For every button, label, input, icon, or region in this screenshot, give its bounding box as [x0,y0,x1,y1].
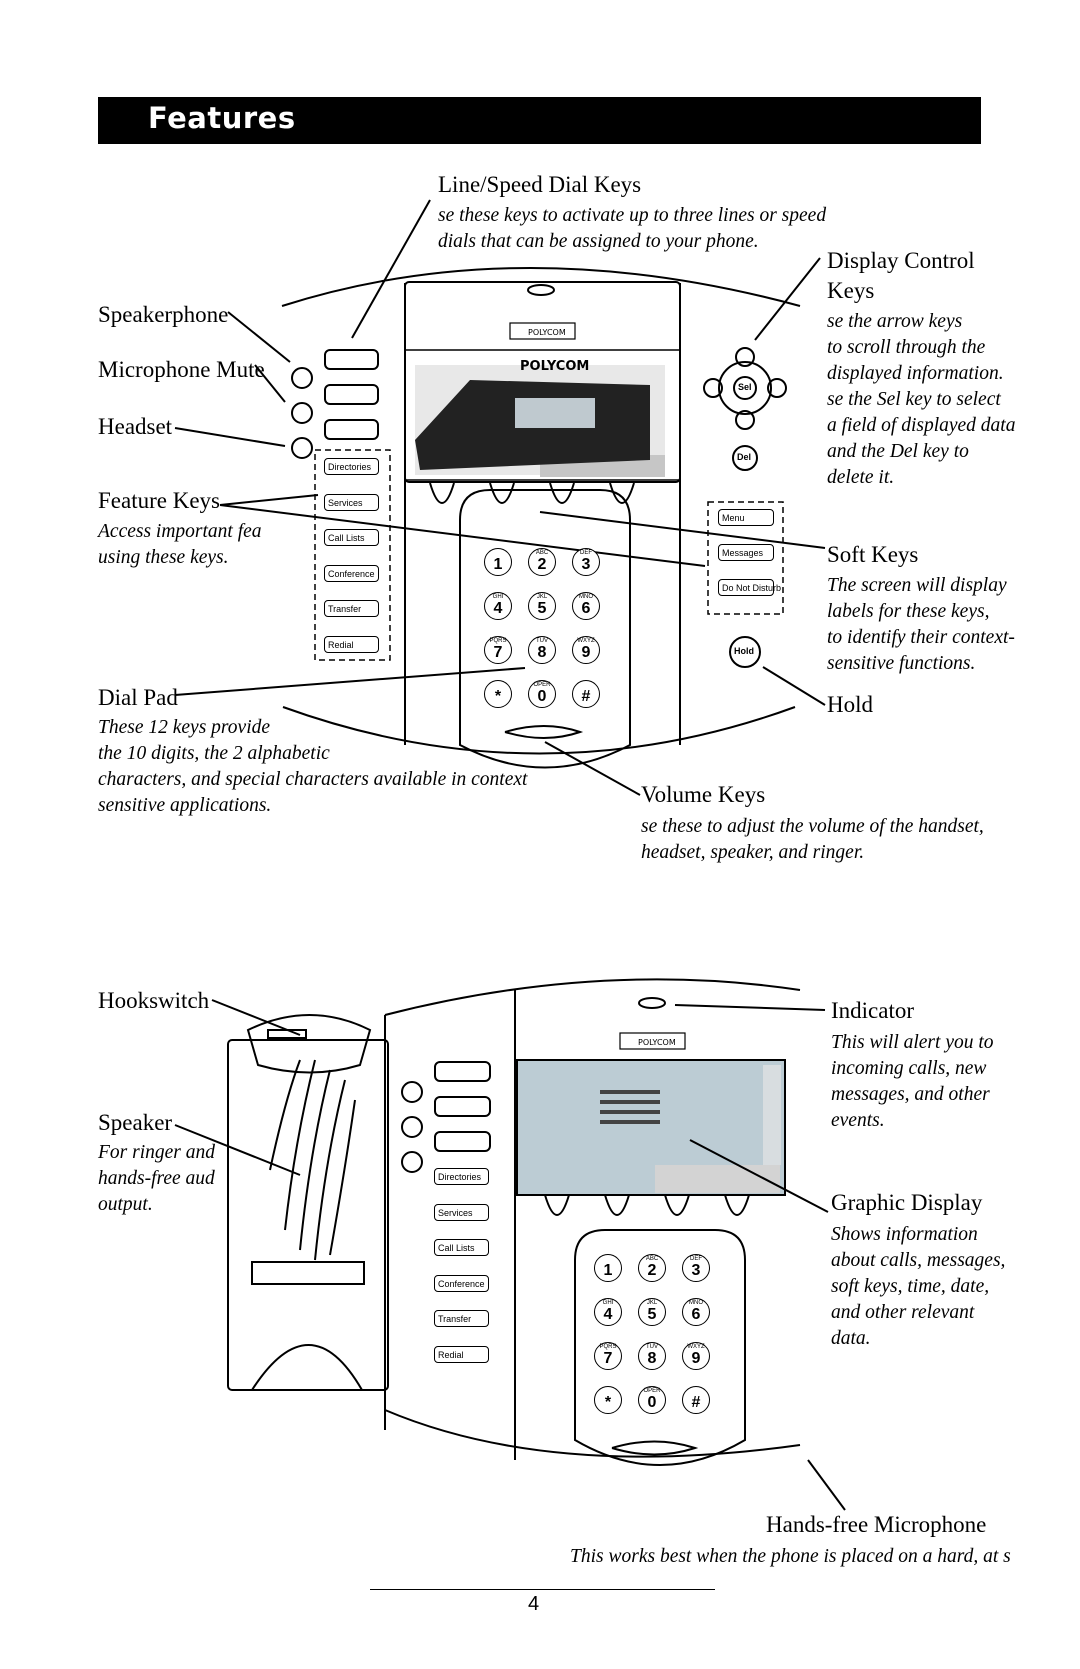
top-dial-key-6: MNO 6 [572,592,600,620]
sel-key-label: Sel [738,382,752,392]
handsfree-mic-desc: This works best when the phone is placed on a hard, at s [570,1546,1011,1567]
soft-keys-label: Soft Keys [827,542,919,567]
bottom-dial-key-4: GHI 4 [594,1298,622,1326]
feature-key-call-lists: Call Lists [324,529,379,546]
soft-key-messages: Messages [718,544,774,561]
top-dial-key-7: PQRS 7 [484,636,512,664]
bottom-dial-key-star: * [594,1386,622,1414]
speaker-desc: For ringer and hands-free aud output. [98,1142,215,1215]
microphone-mute-label: Microphone Mute [98,357,265,382]
graphic-display-desc: Shows information about calls, messages, soft keys, time, date, and other relevant data. [831,1224,1006,1349]
bottom-feature-key-redial: Redial [434,1346,489,1363]
line-speed-dial-label: Line/Speed Dial Keys [438,172,642,197]
line-speed-dial-desc: se these keys to activate up to three lines or speed dials that can be assigned to your phone. [438,205,827,252]
section-title: Features [148,101,296,135]
bottom-feature-key-directories: Directories [434,1168,489,1185]
feature-key-conference: Conference [324,565,379,582]
bottom-feature-key-conference: Conference [434,1275,489,1292]
top-dial-key-9: WXYZ 9 [572,636,600,664]
bottom-feature-key-services: Services [434,1204,489,1221]
bottom-dial-key-pound: # [682,1386,710,1414]
svg-text:POLYCOM: POLYCOM [638,1038,676,1047]
top-dial-key-star: * [484,680,512,708]
feature-key-transfer: Transfer [324,600,379,617]
feature-keys-desc: Access important fea using these keys. [98,521,262,568]
feature-keys-label: Feature Keys [98,488,220,513]
display-control-label-line1: Display Control [827,248,975,273]
page-footer-rule [370,1589,715,1590]
top-dial-key-pound: # [572,680,600,708]
bottom-dial-key-9: WXYZ 9 [682,1342,710,1370]
top-phone-outline [282,268,800,306]
speakerphone-label: Speakerphone [98,302,229,327]
mute-icon [292,403,312,423]
bottom-dial-key-7: PQRS 7 [594,1342,622,1370]
feature-key-redial: Redial [324,636,379,653]
screen-brand-text: POLYCOM [520,359,590,374]
volume-keys-label: Volume Keys [641,782,766,807]
bottom-dial-key-0: OPER 0 [638,1386,666,1414]
indicator-desc: This will alert you to incoming calls, new messages, and other events. [831,1032,994,1131]
bottom-dial-key-6: MNO 6 [682,1298,710,1326]
bottom-feature-key-transfer: Transfer [434,1310,489,1327]
display-control-label-line2: Keys [827,278,875,303]
top-dial-key-8: TUV 8 [528,636,556,664]
indicator-label: Indicator [831,998,915,1023]
headset-label: Headset [98,414,173,439]
dial-pad-desc: These 12 keys provide the 10 digits, the 2 alphabetic characters, and special characters available in context sensitive applications. [98,717,528,816]
handsfree-mic-label: Hands-free Microphone [766,1512,987,1537]
bottom-dial-key-2: ABC 2 [638,1254,666,1282]
top-dial-key-3: DEF 3 [572,548,600,576]
bottom-dial-key-5: JKL 5 [638,1298,666,1326]
headset-icon [292,438,312,458]
soft-key-do-not-disturb: Do Not Disturb [718,579,774,596]
volume-keys-desc: se these to adjust the volume of the handset, headset, speaker, and ringer. [641,816,984,863]
top-dial-key-4: GHI 4 [484,592,512,620]
speaker-label: Speaker [98,1110,173,1135]
page-number: 4 [528,1593,540,1615]
top-dial-key-0: OPER 0 [528,680,556,708]
graphic-display-label: Graphic Display [831,1190,983,1215]
brand-badge-text: POLYCOM [528,328,566,337]
display-control-desc: se the arrow keys to scroll through the displayed information. se the Sel key to select a field of displayed data and the Del key to delete it. [827,311,1016,488]
hold-label: Hold [827,692,873,717]
top-dial-key-5: JKL 5 [528,592,556,620]
bottom-phone-outline [385,979,800,1015]
soft-key-menu: Menu [718,509,774,526]
bottom-dial-key-3: DEF 3 [682,1254,710,1282]
hold-key-label: Hold [734,646,754,656]
bottom-dial-key-1: 1 [594,1254,622,1282]
speakerphone-icon [292,368,312,388]
bottom-feature-key-call-lists: Call Lists [434,1239,489,1256]
soft-keys-desc: The screen will display labels for these keys, to identify their context- sensitive functions. [827,575,1015,674]
feature-key-services: Services [324,494,379,511]
dial-pad-label: Dial Pad [98,685,178,710]
top-dial-key-1: 1 [484,548,512,576]
top-dial-key-2: ABC 2 [528,548,556,576]
hookswitch-label: Hookswitch [98,988,210,1013]
del-key-label: Del [737,452,752,462]
bottom-dial-key-8: TUV 8 [638,1342,666,1370]
feature-key-directories: Directories [324,458,379,475]
